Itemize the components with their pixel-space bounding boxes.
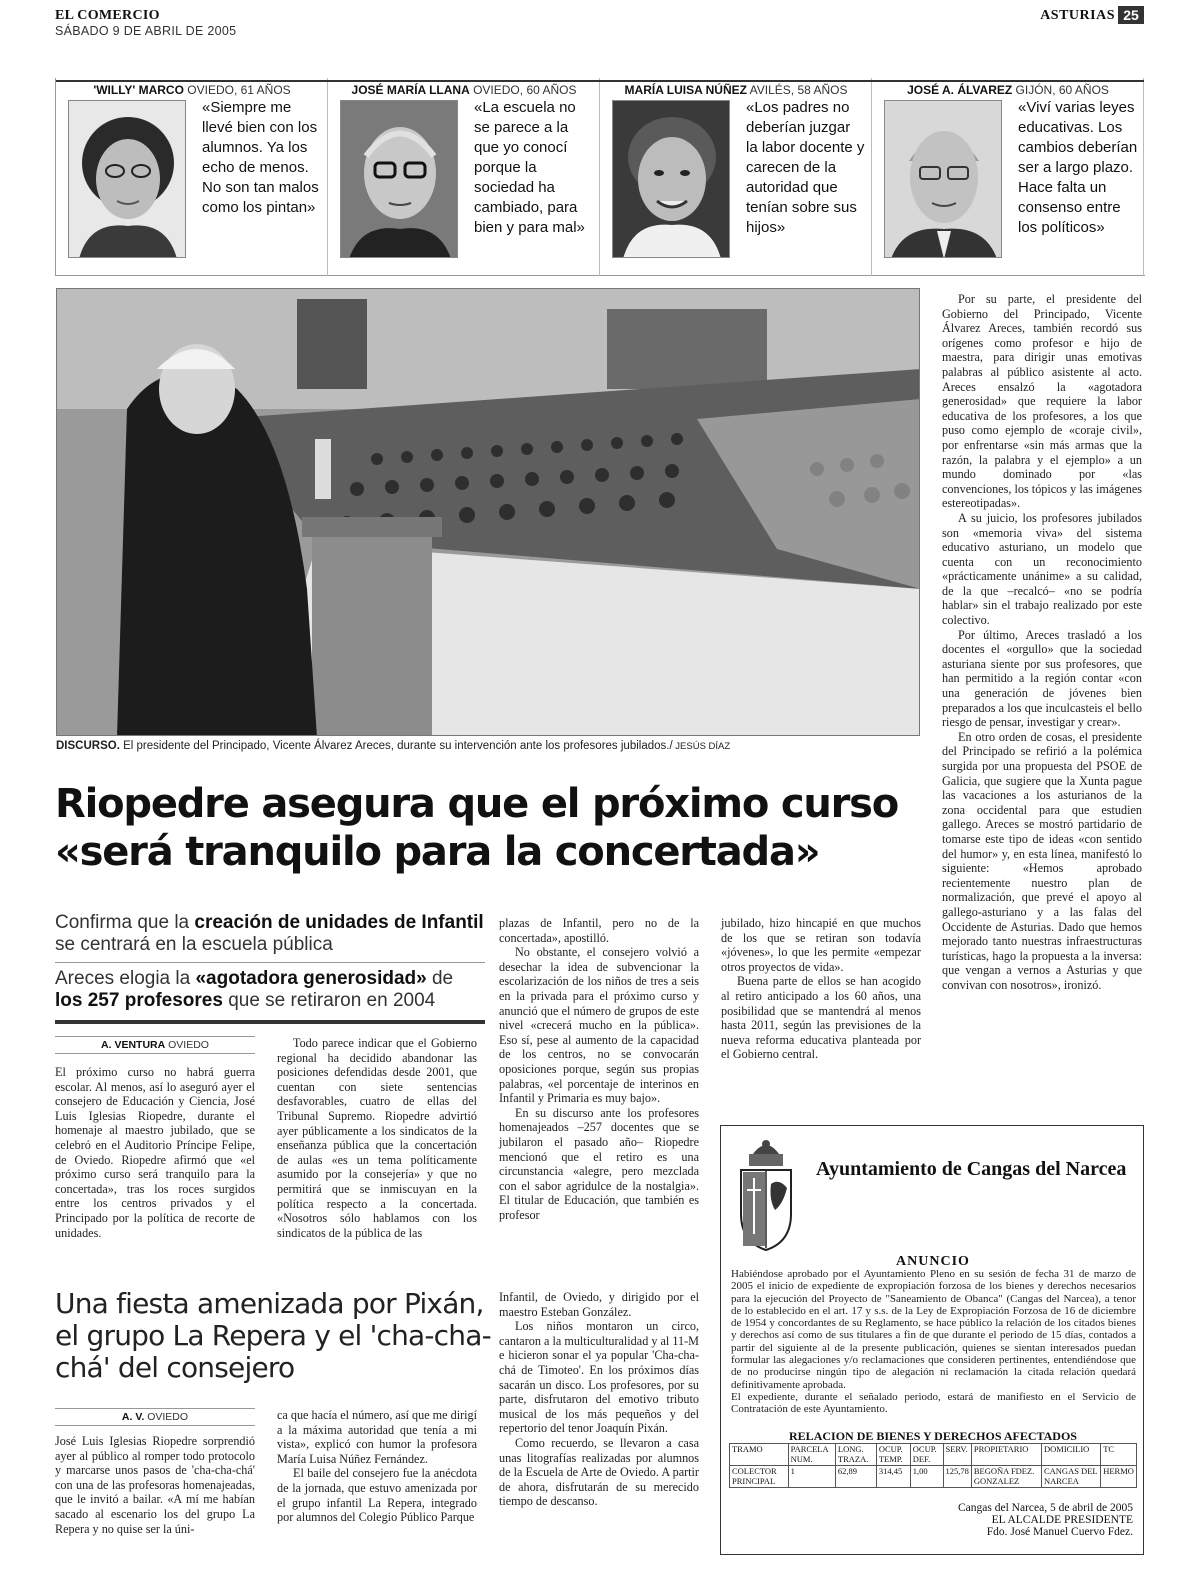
profile-name: 'WILLY' MARCO <box>93 83 184 97</box>
profile-place: GIJÓN, 60 AÑOS <box>1015 83 1109 97</box>
profile-card <box>56 78 328 276</box>
paragraph: José Luis Iglesias Riopedre sorprendió ayer al público al romper todo protocolo y marcarse unos pasos de 'cha-cha-chá' con una de las profesoras homenajeadas, que le invitó a bailar. «A mí me habían sacado al escenario los del grupo La Repera y no quise ser la úni- <box>55 1434 255 1536</box>
ad-paragraph: Habiéndose aprobado por el Ayuntamiento Pleno en su sesión de fecha 31 de marzo de 2005 el inicio de expediente de expropiación forzosa de los bienes y derechos necesarios para la ejecución del Proyecto de "Saneamiento de Obanca" (Cangas del Narcea), a tenor de lo establecido en el art. 17 y s.s. de la Ley de Expropiación Forzosa de 16 de diciembre de 1954 y concordantes de su Reglamento, se hace público la relación de los citados bienes y derechos así como de sus titulares a fin de que durante el periodo de 15 días, contados a partir del siguiente al de la presente publicación, quienes se sientan interesados puedan formular las alegaciones y/o reclamaciones que consideren pertinentes, entendiéndose que de no producirse ningún tipo de alegación ni reclamación la citada relación quedará definitivamente aprobada. <box>731 1268 1136 1391</box>
paragraph: Los niños montaron un circo, cantaron a la multiculturalidad y al 11-M e hicieron sonar el ya popular 'Cha-cha-chá de Timoteo'. En los próximos días sacarán un disco. Los profesores, por su parte, disfrutaron del emotivo tributo musical de los más pequeños y del repertorio del tenor Joaquín Pixán. <box>499 1319 699 1436</box>
article-column-4 <box>721 916 921 1062</box>
profile-quote: «Los padres no deberían juzgar la labor docente y carecen de la autoridad que tenían sobre sus hijos» <box>746 99 865 236</box>
subhead-text: se centrará en la escuela pública <box>55 934 333 955</box>
table-header-cell: SERV. <box>943 1444 971 1466</box>
profile-card <box>872 78 1144 276</box>
ad-paragraph: El expediente, durante el señalado periodo, estará de manifiesto en el Servicio de Contratación de este Ayuntamiento. <box>731 1390 1136 1416</box>
coat-of-arms-icon <box>735 1134 797 1252</box>
profile-place: OVIEDO, 60 AÑOS <box>473 83 577 97</box>
ad-sign-name: Fdo. José Manuel Cuervo Fdez. <box>986 1526 1133 1538</box>
profile-name: MARÍA LUISA NÚÑEZ <box>624 83 747 97</box>
profile-place: AVILÉS, 58 AÑOS <box>749 83 848 97</box>
table-header-cell: OCUP. DEF. <box>910 1444 943 1466</box>
subhead-text: Areces elogia la <box>55 968 196 989</box>
ad-sign-place-date: Cangas del Narcea, 5 de abril de 2005 <box>958 1502 1133 1514</box>
paragraph: No obstante, el consejero volvió a desechar la idea de subvencionar la escolarización de los niños de tres a seis en la privada para el próximo curso y anunció que el número de grupos de este nivel «crecerá mucho en la pública». Eso sí, pese al aumento de la capacidad de los centros, no se convocarán oposiciones porque, según sus propias palabras, «el porcentaje de interinos en Infantil y Primaria es muy bajo». <box>499 945 699 1106</box>
table-header-cell: OCUP. TEMP. <box>876 1444 910 1466</box>
profile-photo <box>68 100 186 258</box>
paragraph: A su juicio, los profesores jubilados son «memoria viva» del sistema educativo asturiano, un modelo que cuenta con un reconocimiento «prácticamente unánime» a su calidad, de la que –recalcó– «no se podría hablar» sin el trabajo realizado por este colectivo. <box>942 510 1142 628</box>
subheadline-1 <box>55 912 485 963</box>
paragraph: En su discurso ante los profesores homenajeados –257 docentes que se jubilaron el pasado año– Riopedre mencionó que el retiro es una circunstancia «alegre, pero mezclada con el sabor agridulce de la nostalgia». El titular de Educación, que también es profesor <box>499 1105 699 1222</box>
article-column-3 <box>499 916 699 1222</box>
paragraph: ca que hacía el número, así que me dirigí a la máxima autoridad que tenía a mi vista», explicó con humor la profesora María Luisa Núñez Fernández. <box>277 1408 477 1466</box>
profile-quote: «Viví varias leyes educativas. Los cambios deberían ser a largo plazo. Hace falta un consenso entre los políticos» <box>1018 99 1138 236</box>
table-cell: COLECTOR PRINCIPAL <box>730 1466 789 1488</box>
table-header-cell: TRAMO <box>730 1444 789 1466</box>
photo-credit: JESÚS DÍAZ <box>672 741 731 752</box>
profile-header <box>600 80 872 97</box>
subhead-text: Confirma que la <box>55 912 195 933</box>
article-column-1 <box>55 1065 255 1240</box>
profile-header <box>328 80 600 97</box>
subhead-highlight: los 257 profesores <box>55 990 223 1011</box>
paragraph: plazas de Infantil, pero no de la concertada», apostilló. <box>499 916 699 945</box>
paragraph: En otro orden de cosas, el presidente del Principado se refirió a la polémica surgida por una propuesta del PSOE de Galicia, que sugiere que la Xunta pague las vacaciones a los asturianos de la zona occidental para que estudien gallego. Areces se mostró partidario de tomarse este tipo de ideas «con sentido del humor» y, en esta línea, manifestó lo siguiente: «Hemos aprobado recientemente nuestro plan de normalización, que prevé el apoyo al gallego-asturiano y a las falas del Occidente de Asturias. Dado que hemos mejorado tanto nuestras infraestructuras turísticas, hago la propuesta a la inversa: que vengan a vernos a Asturias y que convivan con nosotros», ironizó. <box>942 729 1142 992</box>
byline-author: A. VENTURA <box>101 1039 166 1051</box>
paragraph: El baile del consejero fue la anécdota de la jornada, que estuvo amenizada por el grupo infantil La Repera, integrado por alumnos del Colegio Público Parque <box>277 1466 477 1525</box>
main-photo <box>56 288 920 736</box>
table-cell: CANGAS DEL NARCEA <box>1041 1466 1100 1488</box>
right-column <box>942 292 1142 993</box>
ad-signature <box>873 1502 1133 1538</box>
profile-name: JOSÉ A. ÁLVAREZ <box>907 83 1013 97</box>
date-line: SÁBADO 9 DE ABRIL DE 2005 <box>55 24 237 38</box>
table-header-cell: LONG. TRAZA. <box>835 1444 876 1466</box>
profile-card <box>600 78 872 276</box>
byline-place: OVIEDO <box>144 1411 189 1423</box>
subhead-highlight: «agotadora generosidad» <box>195 968 427 989</box>
paragraph: El próximo curso no habrá guerra escolar. Al menos, así lo aseguró ayer el consejero de Educación y Ciencia, José Luis Iglesias Riopedre, durante el homenaje al maestro jubilado, que se celebró en el Auditorio Príncipe Felipe, de Oviedo. Riopedre afirmó que «el próximo curso será tranquilo para la concertada», tras los roces surgidos entre los centros privados y el Principado por la política de recorte de unidades. <box>55 1065 255 1240</box>
profile-photo <box>340 100 458 258</box>
profile-quote: «La escuela no se parece a la que yo conocí porque la sociedad ha cambiado, para bien y para mal» <box>474 99 585 236</box>
article2-column-2 <box>277 1408 477 1525</box>
profile-photo <box>884 100 1002 258</box>
table-cell: 125,78 <box>943 1466 971 1488</box>
article-column-2 <box>277 1036 477 1240</box>
section-name: ASTURIAS <box>1040 8 1115 23</box>
paragraph: Como recuerdo, se llevaron a casa unas litografías realizadas por alumnos de la Escuela de Arte de Oviedo. A partir de ahora, disfrutarán de su merecido tiempo de descanso. <box>499 1435 699 1509</box>
table-header-cell: PROPIETARIO <box>971 1444 1041 1466</box>
byline <box>55 1408 255 1426</box>
secondary-headline: Una fiesta amenizada por Pixán, el grupo La Repera y el 'cha-cha-chá' del consejero <box>55 1287 491 1384</box>
page-number: 25 <box>1118 6 1144 24</box>
caption-label: DISCURSO. <box>56 740 120 752</box>
table-cell: 62,89 <box>835 1466 876 1488</box>
masthead: EL COMERCIO <box>55 8 160 23</box>
profile-card <box>328 78 600 276</box>
paragraph: Por su parte, el presidente del Gobierno del Principado, Vicente Álvarez Areces, también recordó sus orígenes como profesor e hijo de maestra, para dirigir unas emotivas palabras al público asistente al acto. Areces ensalzó la «agotadora generosidad» que requiere la labor educativa de los profesores, a los que puso como ejemplo de «coraje civil», por enfrentarse «sin más armas que la razón, la palabra y el ejemplo» a un mundo dominado por «las convenciones, los tópicos y las imágenes estereotipadas». <box>942 292 1142 511</box>
ad-sign-title: EL ALCALDE PRESIDENTE <box>991 1514 1133 1526</box>
profile-header <box>56 80 328 97</box>
table-row <box>730 1466 1137 1488</box>
ad-title: Ayuntamiento de Cangas del Narcea <box>816 1158 1127 1180</box>
table-header-cell: DOMICILIO <box>1041 1444 1100 1466</box>
table-cell: BEGOÑA FDEZ. GONZALEZ <box>971 1466 1041 1488</box>
profile-photo <box>612 100 730 258</box>
table-cell: HERMO <box>1101 1466 1137 1488</box>
table-cell: 1 <box>788 1466 835 1488</box>
byline <box>55 1036 255 1054</box>
byline-place: OVIEDO <box>165 1039 209 1051</box>
main-headline: Riopedre asegura que el próximo curso «será tranquilo para la concertada» <box>55 781 899 875</box>
paragraph: jubilado, hizo hincapié en que muchos de los que se retiran son todavía «jóvenes», lo que les permite «empezar otros proyectos de vida». <box>721 916 921 974</box>
ad-table-title: RELACION DE BIENES Y DERECHOS AFECTADOS <box>789 1429 1077 1443</box>
profile-quote: «Siempre me llevé bien con los alumnos. Ya los echo de menos. No son tan malos como los pintan» <box>202 99 319 216</box>
subhead-text: que se retiraron en 2004 <box>222 990 436 1011</box>
table-header-cell: TC <box>1101 1444 1137 1466</box>
paragraph: Todo parece indicar que el Gobierno regional ha decidido abandonar las posiciones defendidas desde 2001, que cuentan con siete sentencias desfavorables, cuatro de ellas del Tribunal Supremo. Riopedre advirtió ayer públicamente a los sindicatos de la enseñanza pública que la concertación de aulas «es un tema políticamente asumido por la consejería» y que no permitirá que se inmiscuyan en la política respecto a la concertada. «Nosotros sólo hablamos con los sindicatos de la pública de las <box>277 1036 477 1240</box>
paragraph: Infantil, de Oviedo, y dirigido por el maestro Esteban González. <box>499 1290 699 1319</box>
paragraph: Buena parte de ellos se han acogido al retiro anticipado a los 60 años, una posibilidad que se mantendrá al menos hasta 2011, según las previsiones de la nueva reforma educativa planteada por el Gobierno central. <box>721 974 921 1062</box>
caption-text: El presidente del Principado, Vicente Álvarez Areces, durante su intervención ante los profesores jubilados./ <box>119 740 673 752</box>
table-header-cell: PARCELA NUM. <box>788 1444 835 1466</box>
subheadline-2 <box>55 968 485 1024</box>
byline-author: A. V. <box>121 1411 145 1423</box>
paragraph: Por último, Areces trasladó a los docentes el «orgullo» que la sociedad asturiana siente por sus profesores, que han permitido a la región contar «con una generación de jóvenes bien preparados a los que inculcasteis el bello riesgo de pensar, investigar y crear». <box>942 627 1142 730</box>
subhead-highlight: creación de unidades de Infantil <box>194 912 484 933</box>
table-cell: 1,00 <box>910 1466 943 1488</box>
ad-table <box>729 1443 1137 1488</box>
article2-column-3 <box>499 1290 699 1509</box>
table-cell: 314,45 <box>876 1466 910 1488</box>
public-notice-ad <box>720 1125 1144 1555</box>
profile-place: OVIEDO, 61 AÑOS <box>187 83 291 97</box>
profile-name: JOSÉ MARÍA LLANA <box>351 83 470 97</box>
profiles-strip <box>55 78 1145 276</box>
table-header-row <box>730 1444 1137 1466</box>
article2-column-1 <box>55 1434 255 1536</box>
subhead-text: de <box>426 968 454 989</box>
ad-text <box>731 1268 1136 1416</box>
profile-header <box>872 80 1144 97</box>
photo-caption <box>56 740 920 752</box>
ad-anuncio-heading: ANUNCIO <box>896 1254 970 1269</box>
